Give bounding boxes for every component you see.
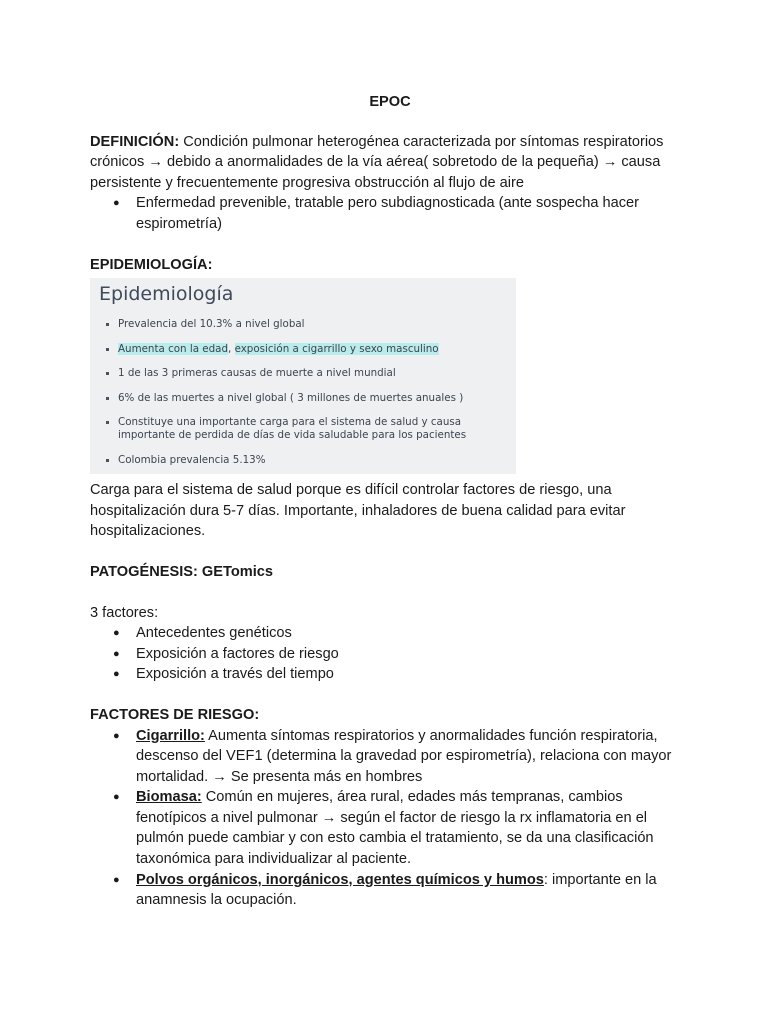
slide-item <box>105 343 505 356</box>
epidemiology-text: Carga para el sistema de salud porque es difícil controlar factores de riesgo, una hospitalización dura 5-7 días. Importante, inhaladores de buena calidad para evitar hospitalizaciones. <box>90 482 626 540</box>
slide-title: Epidemiología <box>99 283 234 306</box>
slide-item: Prevalencia del 10.3% a nivel global <box>105 318 505 331</box>
slide-item: Constituye una importante carga para el sistema de salud y causa importante de perdida de días de vida saludable para los pacientes <box>105 416 505 442</box>
list-item <box>90 787 690 869</box>
risk-factor-text: Aumenta síntomas respiratorios y anormalidades función respiratoria, descenso del VEF1 (determina la gravedad por espirometría), relaciona con mayor mortalidad. → Se presenta más en hombres <box>136 727 672 785</box>
risk-factors-list <box>90 726 690 911</box>
risk-factor-label: Cigarrillo: <box>136 727 205 744</box>
definition-label: DEFINICIÓN: <box>90 133 180 150</box>
risk-factors-heading: FACTORES DE RIESGO: <box>90 706 260 723</box>
slide-item: 6% de las muertes a nivel global ( 3 millones de muertes anuales ) <box>105 392 505 405</box>
list-item: ● Enfermedad prevenible, tratable pero subdiagnosticada (ante sospecha hacer espirometría) <box>90 193 690 234</box>
slide-item: Colombia prevalencia 5.13% <box>105 454 505 467</box>
highlighted-text: Aumenta con la edad <box>118 342 229 355</box>
document-title: EPOC <box>369 94 411 110</box>
risk-factor-text: Común en mujeres, área rural, edades más tempranas, cambios fenotípicos a nivel pulmonar → según el factor de riesgo la rx inflamatoria en el pulmón puede cambiar y con esto cambia el tratamiento, se da una clasificación taxonómica para individualizar al paciente. <box>136 789 654 868</box>
slide-separator: , <box>228 342 235 355</box>
list-item <box>90 726 690 788</box>
epidemiology-heading: EPIDEMIOLOGÍA: <box>90 256 213 273</box>
list-item <box>90 870 690 911</box>
list-item: ● Exposición a factores de riesgo <box>90 644 690 665</box>
risk-factor-label: Biomasa: <box>136 789 202 806</box>
slide-item: 1 de las 3 primeras causas de muerte a nivel mundial <box>105 367 505 380</box>
definition-text: Condición pulmonar heterogénea caracterizada por síntomas respiratorios crónicos → debido a anormalidades de la vía aérea( sobretodo de la pequeña) → causa persistente y frecuentemente progresiva obstrucción al flujo de aire <box>90 133 664 191</box>
list-item: ● Antecedentes genéticos <box>90 623 690 644</box>
risk-factor-label: Polvos orgánicos, inorgánicos, agentes químicos y humos <box>136 871 544 888</box>
pathogenesis-list <box>90 623 690 685</box>
pathogenesis-heading: PATOGÉNESIS: GETomics <box>90 563 273 580</box>
highlighted-text: exposición a cigarrillo y sexo masculino <box>234 342 439 355</box>
definition-paragraph <box>90 132 690 194</box>
epidemiology-slide-image <box>90 278 516 474</box>
pathogenesis-intro: 3 factores: <box>90 604 159 621</box>
slide-list <box>105 318 505 478</box>
definition-list <box>90 193 690 234</box>
document-page <box>90 92 690 911</box>
risk-factor-text: : importante en la anamnesis la ocupación. <box>136 871 657 909</box>
list-item: ● Exposición a través del tiempo <box>90 664 690 685</box>
